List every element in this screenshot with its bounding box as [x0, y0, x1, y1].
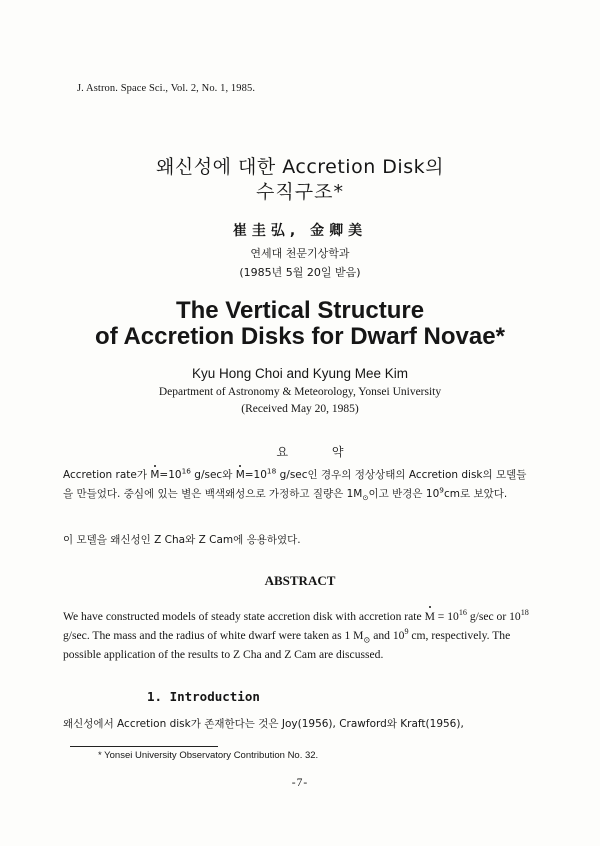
introduction-heading: 1. Introduction	[147, 689, 260, 704]
korean-abstract-paragraph-2: 이 모델을 왜신성인 Z Cha와 Z Cam에 응용하였다.	[63, 534, 301, 546]
korean-affiliation: 연세대 천문기상학과	[250, 247, 350, 260]
korean-received-date: (1985년 5월 20일 받음)	[239, 266, 361, 279]
english-affiliation: Department of Astronomy & Meteorology, Yonsei University	[158, 386, 442, 398]
korean-abstract-heading: 요 약	[276, 445, 364, 459]
english-received-date: (Received May 20, 1985)	[241, 403, 359, 415]
footnote-divider	[70, 746, 218, 747]
korean-title-line2: 수직구조*	[256, 181, 344, 203]
footnote: * Yonsei University Observatory Contribution No. 32.	[98, 750, 319, 761]
korean-abstract-paragraph: Accretion rate가 $M=10^{16}$ g/sec와 $M=10^{18}$ g/sec인 경우의 정상상태의 Accretion disk의 모델들을 만들었다. 중심에 있는 별은 백색왜성으로 가정하고 질량은 $1M_⊙$이고 반경은 $10^9cm$로 보았다.	[63, 466, 527, 502]
abstract-heading: ABSTRACT	[264, 573, 336, 588]
english-title-line1: The Vertical Structure	[175, 297, 425, 324]
english-authors: Kyu Hong Choi and Kyung Mee Kim	[191, 366, 409, 381]
english-abstract-paragraph: We have constructed models of steady state accretion disk with accretion rate $M = 10^{16}$ g/sec or $10^{18}$ g/sec. The mass and the radius of white dwarf were taken as 1 $M_⊙$ and $10^9$ cm, respectively. The possible application of the results to Z Cha and Z Cam are discussed.	[63, 608, 529, 661]
introduction-first-line: 왜신성에서 Accretion disk가 존재한다는 것은 Joy(1956), Crawford와 Kraft(1956),	[63, 718, 464, 730]
english-title-line2: of Accretion Disks for Dwarf Novae*	[95, 323, 505, 350]
korean-title-line1: 왜신성에 대한 Accretion Disk의	[156, 156, 444, 178]
page-number: -7-	[291, 777, 309, 789]
korean-authors: 崔圭弘, 金卿美	[232, 223, 368, 239]
journal-citation: J. Astron. Space Sci., Vol. 2, No. 1, 1985.	[77, 83, 256, 94]
